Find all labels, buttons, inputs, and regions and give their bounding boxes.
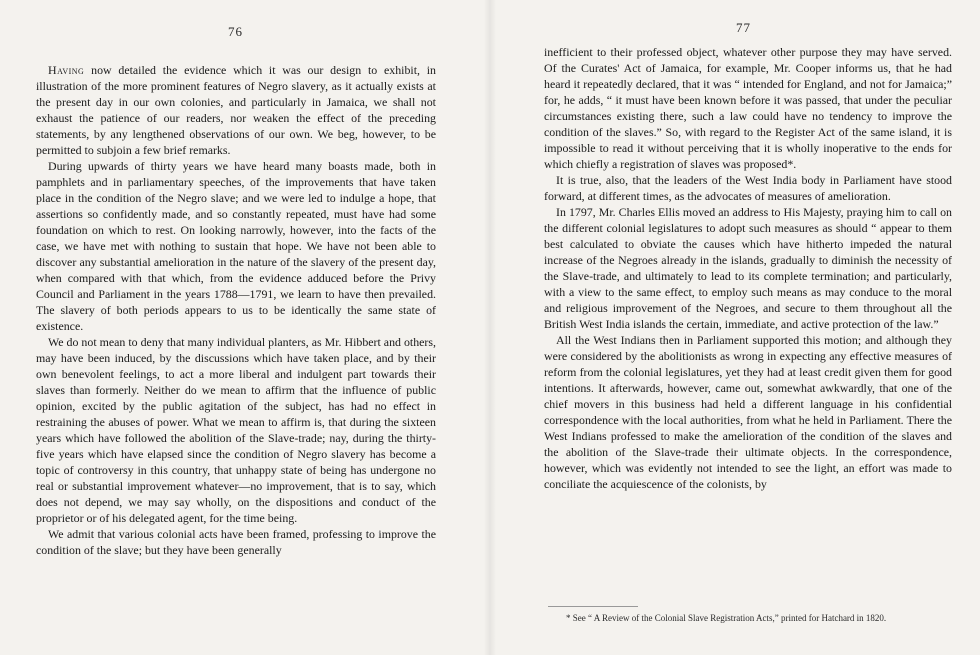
paragraph: In 1797, Mr. Charles Ellis moved an address to His Majesty, praying him to call on the different colonial legislatures to adopt such measures as should “ appear to them best calculated to obviate the causes which have hitherto impeded the natural increase of the Negroes already in the islands, gradually to diminish the necessity of the Slave-trade, and ultimately to lead to its complete termination; and particularly, with a view to the same effect, to employ such means as may conduce to the moral and religious improvement of the Negroes, and secure to them throughout all the British West India islands the certain, immediate, and active protection of the law.” [544, 205, 952, 331]
paragraph: During upwards of thirty years we have heard many boasts made, both in pamphlets and in parliamentary speeches, of the improvements that have taken place in the condition of the Negro slave; and we were led to indulge a hope, that assertions so confidently made, and so constantly repeated, must have had some foundation on which to rest. On looking narrowly, however, into the facts of the case, we have met with nothing to sustain that hope. We have not been able to discover any substantial amelioration in the nature of the slavery of the present day, when compared with that which, from the evidence adduced before the Privy Council and Parliament in the years 1788—1791, we learn to have then prevailed. The slavery of both periods appears to us to be identically the same state of existence. [36, 159, 436, 333]
right-page-text [544, 44, 952, 492]
footnote: * See “ A Review of the Colonial Slave Registration Acts,” printed for Hatchard in 1820. [566, 613, 887, 623]
paragraph: inefficient to their professed object, whatever other purpose they may have served. Of the Curates' Act of Jamaica, for example, Mr. Cooper informs us, that he had heard it repeatedly declared, that it was “ intended for England, and not for Jamaica;” for, he adds, “ it must have been known before it was passed, that under the peculiar circumstances existing there, such a law could have no tendency to improve the condition of the slaves.” So, with regard to the Register Act of the same island, it is impossible to read it without perceiving that it is wholly inoperative to the ends for which chiefly a registration of slaves was proposed*. [544, 45, 952, 171]
dropcap-word: Having [48, 63, 85, 77]
page-number: 76 [228, 24, 243, 39]
paragraph: All the West Indians then in Parliament supported this motion; and although they were considered by the abolitionists as wrong in expecting any effective measures of reform from the colonial legislatures, yet they had at least credit given them for good intentions. It afterwards, however, came out, somewhat awkwardly, that one of the chief movers in this business had held a different language in his confidential correspondence with the local authorities, from what he held in Parliament. There the West Indians professed to make the amelioration of the condition of the slaves and the abolition of the Slave-trade their ultimate objects. In the correspondence, however, which was evidently not intended to see the light, an effort was made to conciliate the acquiescence of the colonists, by [544, 333, 952, 491]
paragraph: We do not mean to deny that many individual planters, as Mr. Hibbert and others, may have been induced, by the discussions which have taken place, and by their own benevolent feelings, to act a more liberal and indulgent part towards their slaves than formerly. Neither do we mean to affirm that the influence of public opinion, excited by the public agitation of the subject, has had no effect in restraining the abuses of power. What we mean to affirm is, that during the sixteen years which have followed the abolition of the Slave-trade; nay, during the thirty-five years which have elapsed since the condition of Negro slavery has become a topic of controversy in this country, that unhappy state of being has undergone no real or substantial improvement whatever—no improvement, that is to say, which does not depend, we may say wholly, on the dispositions and conduct of the proprietor or of his delegated agent, for the time being. [36, 335, 436, 525]
footnote-divider [548, 606, 638, 607]
paragraph: We admit that various colonial acts have been framed, professing to improve the condition of the slave; but they have been generally [36, 527, 436, 557]
page-number: 77 [736, 20, 751, 35]
paragraph [36, 62, 436, 158]
right-page [490, 0, 980, 655]
paragraph-text: now detailed the evidence which it was our design to exhibit, in illustration of the more prominent features of Negro slavery, as it actually exists at the present day in our own colonies, and particularly in Jamaica, we shall not exhaust the patience of our readers, nor weaken the effect of the preceding statements, by any lengthened observations of our own. We beg, however, to be permitted to subjoin a few brief remarks. [36, 63, 436, 157]
left-page-text [36, 62, 436, 558]
paragraph: It is true, also, that the leaders of the West India body in Parliament have stood forward, at different times, as the advocates of measures of amelioration. [544, 173, 952, 203]
